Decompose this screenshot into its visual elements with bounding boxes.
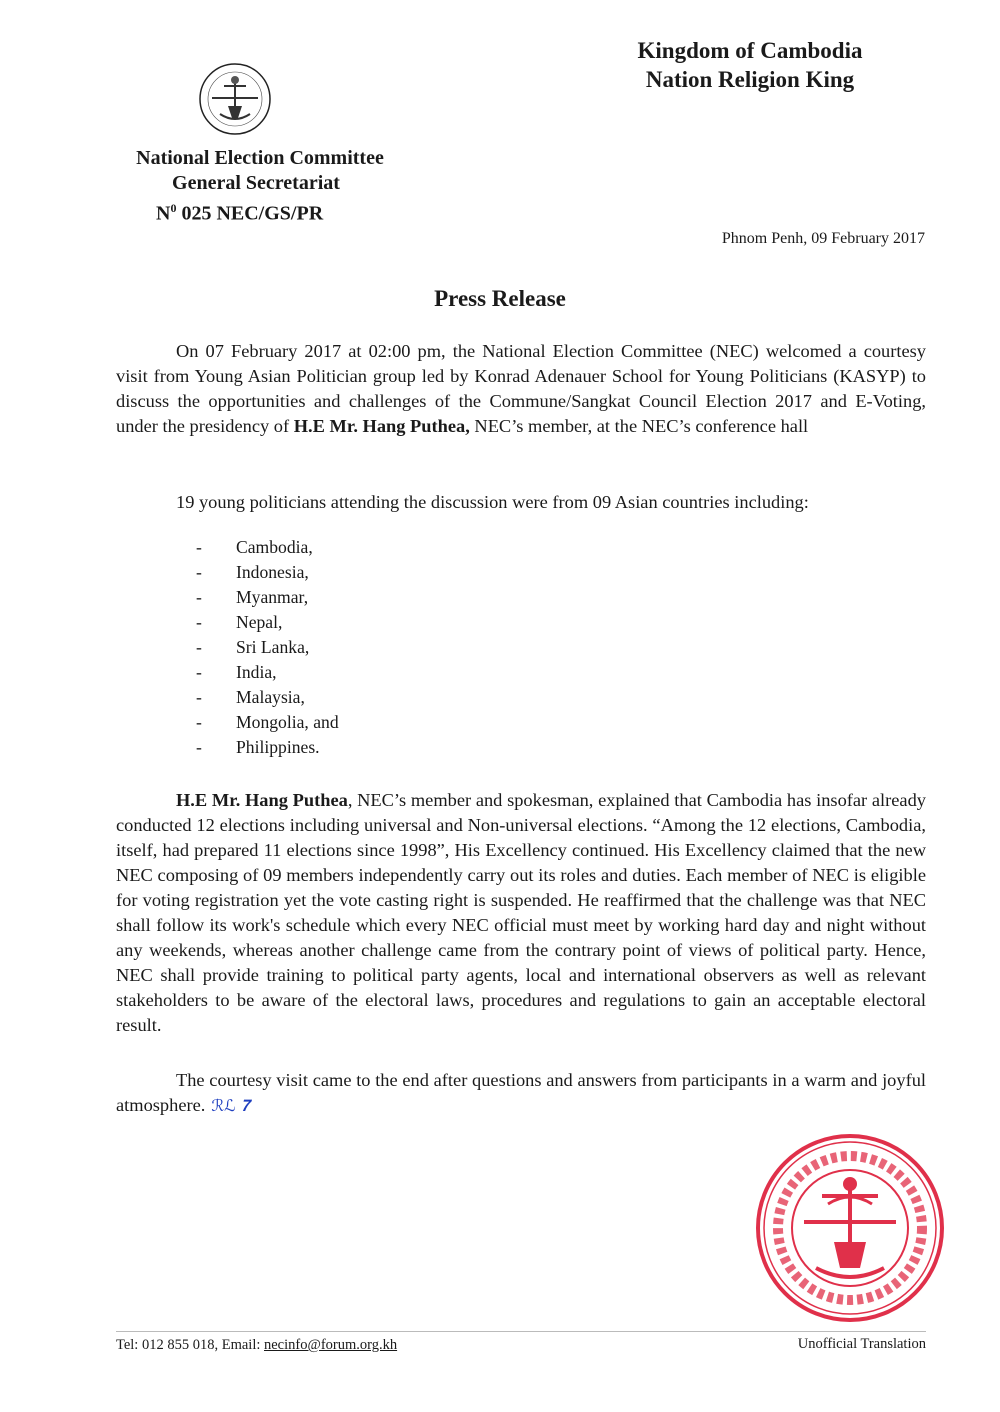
list-item: - Indonesia,: [196, 562, 309, 582]
country-list: [196, 535, 339, 760]
list-item: - India,: [196, 662, 277, 682]
department-name: General Secretariat: [172, 172, 340, 194]
footer-contact: Tel: 012 855 018, Email: necinfo@forum.org.kh: [116, 1337, 398, 1353]
paragraph-attendees: 19 young politicians attending the discussion were from 09 Asian countries including:: [176, 492, 809, 512]
list-item: - Mongolia, and: [196, 712, 339, 732]
list-item: - Sri Lanka,: [196, 637, 310, 657]
date-line: Phnom Penh, 09 February 2017: [721, 230, 925, 247]
presiding-official: H.E Mr. Hang Puthea,: [293, 416, 470, 436]
page-title: Press Release: [434, 286, 566, 311]
list-item: - Philippines.: [196, 737, 320, 757]
reference-number: $N^0$ 025 NEC/GS/PR: [156, 201, 324, 225]
footer-divider: [116, 1331, 926, 1332]
organization-block: [100, 146, 420, 227]
paragraph-statement: H.E Mr. Hang Puthea, NEC’s member and spokesman, explained that Cambodia has insofar already conducted 12 elections including universal and Non-universal elections. “Among the 12 elections, Cambodia, itself, had prepared 11 elections since 1998”, His Excellency continued. His Excellency claimed that the new NEC composing of 09 members independently carry out its roles and duties. Each member of NEC is eligible for voting registration yet the vote casting right is suspended. He reaffirmed that the challenge was that NEC shall follow its work's schedule which every NEC official must meet by working hard day and night without any weekends, whereas another challenge came from the contrary point of views of political party. Hence, NEC shall provide training to political party agents, local and international observers as well as relevant stakeholders to be aware of the electoral laws, procedures and regulations to gain an acceptable electoral result.: [116, 790, 926, 1035]
footer-note: Unofficial Translation: [797, 1336, 926, 1352]
list-item: - Nepal,: [196, 612, 283, 632]
kingdom-heading: [600, 36, 900, 94]
list-item: - Cambodia,: [196, 537, 313, 557]
organization-name: National Election Committee: [136, 147, 384, 169]
spokesman-name: H.E Mr. Hang Puthea: [176, 790, 348, 810]
list-item: - Myanmar,: [196, 587, 309, 607]
kingdom-name: Kingdom of Cambodia: [637, 38, 863, 63]
nec-emblem-icon: [198, 62, 272, 136]
email-link[interactable]: necinfo@forum.org.kh: [264, 1337, 398, 1353]
national-motto: Nation Religion King: [645, 67, 855, 92]
paragraph-closing: The courtesy visit came to the end after questions and answers from participants in a warm and joyful atmosphere. ℛℒ 𝟕: [116, 1070, 926, 1115]
paragraph-intro: On 07 February 2017 at 02:00 pm, the National Election Committee (NEC) welcomed a courtesy visit from Young Asian Politician group led by Konrad Adenauer School for Young Politicians (KASYP) to discuss the opportunities and challenges of the Commune/Sangkat Council Election 2017 and E-Voting, under the presidency of H.E Mr. Hang Puthea, NEC’s member, at the NEC’s conference hall: [116, 341, 926, 436]
handwritten-initials: ℛℒ 𝟕: [211, 1096, 250, 1115]
official-seal-icon: [752, 1130, 948, 1326]
list-item: - Malaysia,: [196, 687, 305, 707]
